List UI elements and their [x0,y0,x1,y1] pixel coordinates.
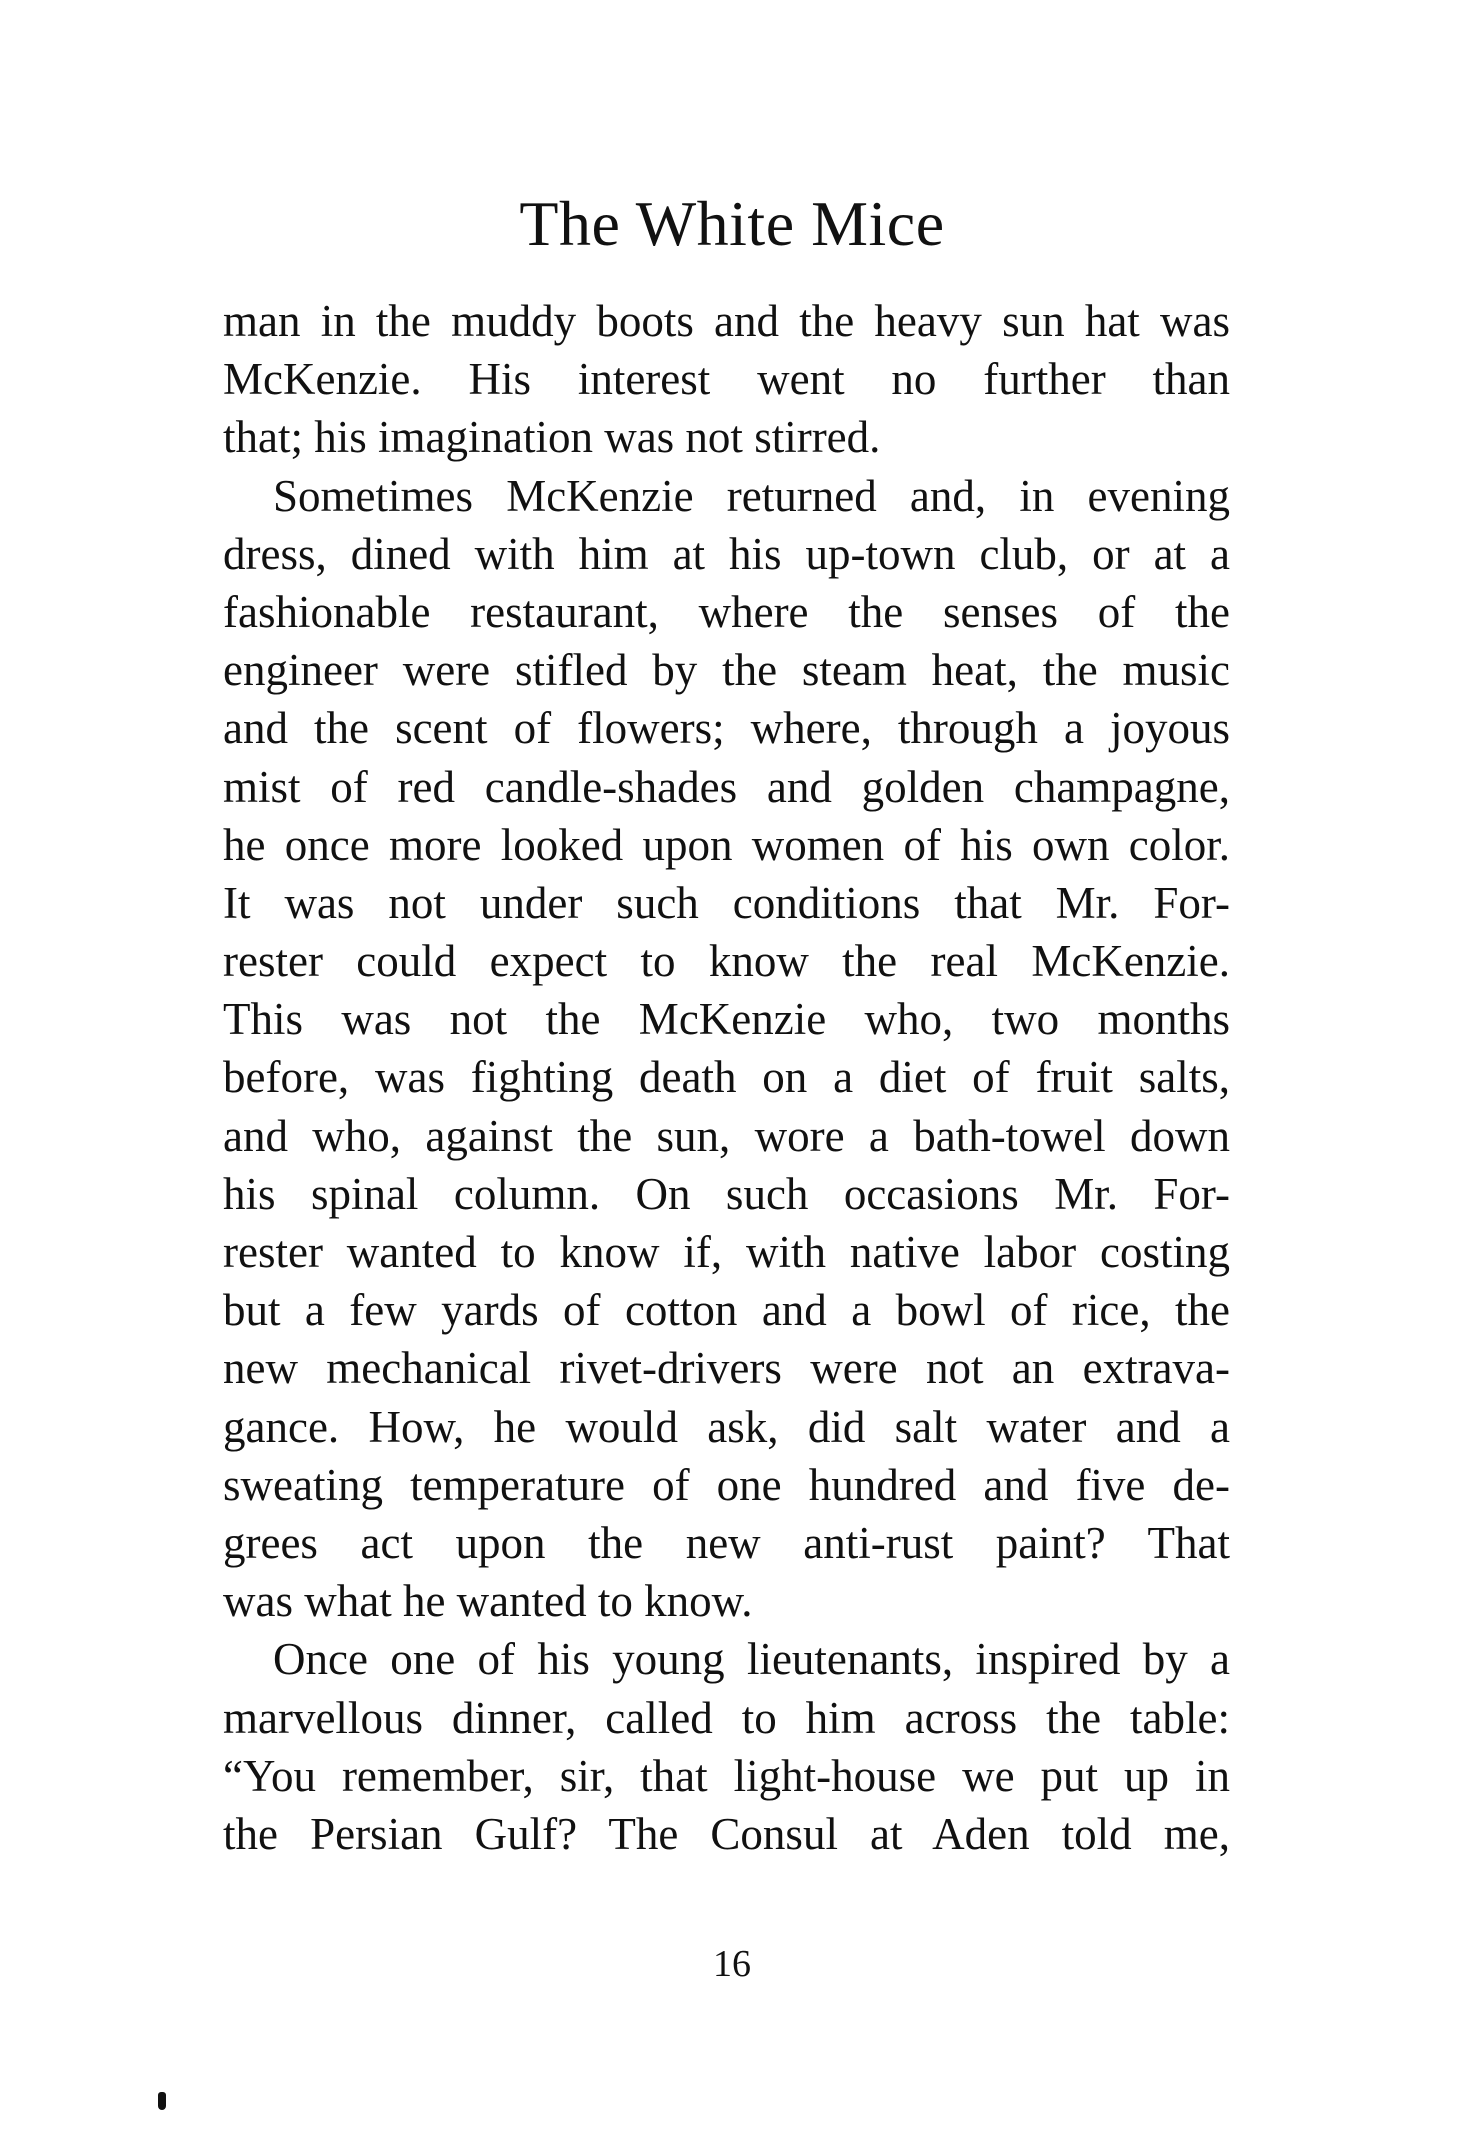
text-line: Once one of his young lieutenants, inspired by a [273,1634,1230,1685]
text-line: before, was fighting death on a diet of fruit salts, [223,1052,1230,1103]
text-line: sweating temperature of one hundred and five de- [223,1459,1230,1510]
text-line: This was not the McKenzie who, two months [223,994,1230,1045]
text-line: new mechanical rivet-drivers were not an extrava- [223,1343,1230,1394]
text-line: but a few yards of cotton and a bowl of rice, the [223,1285,1230,1336]
paragraph-1 [223,292,1230,467]
text-line: gance. How, he would ask, did salt water and a [223,1401,1230,1452]
paragraph-2 [223,467,1230,1631]
text-line: It was not under such conditions that Mr. For- [223,877,1230,928]
running-head: The White Mice [519,188,945,259]
text-line: Sometimes McKenzie returned and, in evening [273,470,1230,521]
print-mark [158,2092,166,2110]
text-line: man in the muddy boots and the heavy sun hat was [223,296,1230,346]
text-line: McKenzie. His interest went no further than [223,354,1230,405]
text-line: and who, against the sun, wore a bath-towel down [223,1110,1230,1161]
text-line: that; his imagination was not stirred. [223,412,881,463]
paragraph-3 [223,1630,1230,1863]
text-line: engineer were stifled by the steam heat, the music [223,645,1230,696]
text-line: grees act upon the new anti-rust paint? That [223,1517,1230,1568]
text-line: was what he wanted to know. [223,1576,753,1627]
text-line: dress, dined with him at his up-town club, or at a [223,528,1230,579]
page-number: 16 [713,1943,751,1985]
body-text [223,292,1230,1863]
text-line: his spinal column. On such occasions Mr. For- [223,1168,1230,1219]
text-line: the Persian Gulf? The Consul at Aden told me, [223,1808,1230,1859]
text-line: “You remember, sir, that light-house we put up in [223,1750,1230,1801]
text-line: rester could expect to know the real McKenzie. [223,936,1230,987]
text-line: fashionable restaurant, where the senses of the [223,586,1230,637]
text-line: and the scent of flowers; where, through a joyous [223,703,1230,754]
text-line: rester wanted to know if, with native labor costing [223,1227,1230,1277]
text-line: marvellous dinner, called to him across the table: [223,1692,1230,1743]
text-line: he once more looked upon women of his own color. [223,819,1230,870]
text-line: mist of red candle-shades and golden champagne, [223,761,1230,812]
